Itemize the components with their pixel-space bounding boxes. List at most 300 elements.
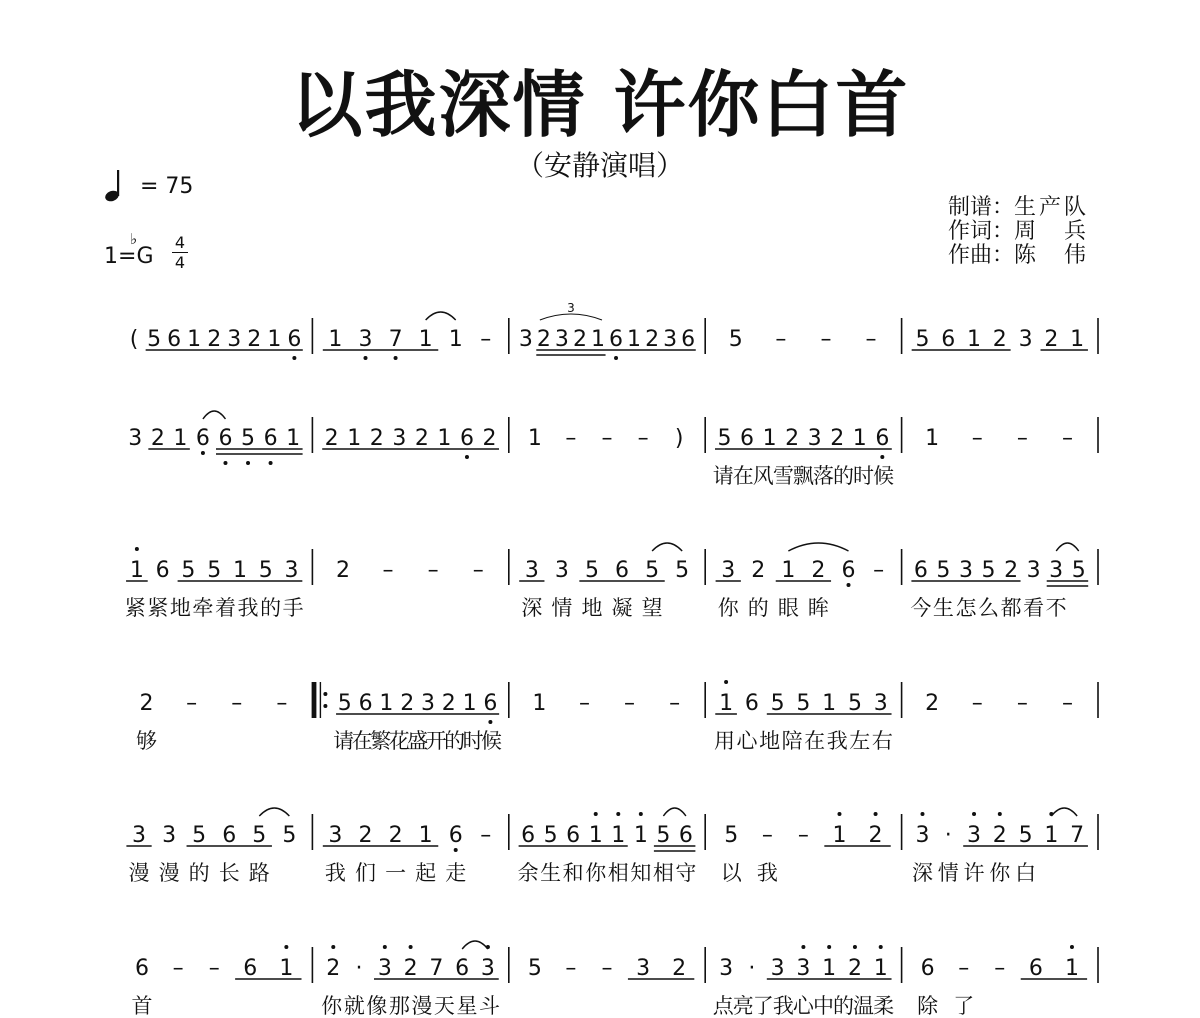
- dash-sustain: –: [994, 956, 1006, 981]
- note-2: 2: [992, 327, 1007, 352]
- lyric-char: 生: [540, 861, 562, 885]
- dash-sustain: –: [669, 691, 681, 716]
- lyric-char: 飘: [792, 464, 814, 488]
- note-1: 1: [418, 327, 433, 352]
- lyric-char: 的: [188, 861, 210, 885]
- note-2: 2: [1004, 558, 1019, 583]
- note-3: 3: [1026, 558, 1041, 583]
- lyric-char: 斗: [479, 994, 501, 1018]
- lyric-char: 地: [169, 596, 191, 620]
- octave-dot: [409, 945, 413, 949]
- octave-dot: [1070, 945, 1074, 949]
- octave-dot: [920, 812, 924, 816]
- dash-sustain: –: [865, 327, 877, 352]
- note-2: 2: [536, 327, 551, 352]
- lyric-char: 情: [937, 861, 959, 885]
- lyric-char: 着: [214, 596, 236, 620]
- note-2: 2: [326, 956, 341, 981]
- dash-sustain: –: [624, 691, 636, 716]
- note-3: 3: [719, 956, 734, 981]
- tie-slur: [652, 543, 682, 551]
- dash-sustain: –: [480, 327, 492, 352]
- key-prefix: 1=: [104, 244, 137, 269]
- lyric-char: 漫: [158, 861, 180, 885]
- lyric-char: 我: [772, 994, 794, 1018]
- octave-dot: [135, 547, 139, 551]
- tie-slur: [426, 312, 456, 320]
- note-6: 6: [167, 327, 182, 352]
- note-1: 1: [462, 691, 477, 716]
- note-5: 5: [656, 823, 671, 848]
- note-3: 3: [518, 327, 533, 352]
- note-3: 3: [328, 823, 343, 848]
- dash-sustain: –: [601, 426, 613, 451]
- note-6: 6: [243, 956, 258, 981]
- lyric-char: 都: [1000, 596, 1022, 620]
- lyric-char: 地: [581, 596, 603, 620]
- dash-sustain: –: [382, 558, 394, 583]
- note-3: 3: [524, 558, 539, 583]
- note-6: 6: [218, 426, 233, 451]
- note-1: 1: [781, 558, 796, 583]
- tempo-value: = 75: [140, 174, 194, 199]
- lyric-char: 在: [351, 729, 373, 753]
- dash-sustain: –: [578, 691, 590, 716]
- note-2: 2: [400, 691, 415, 716]
- credit-label: 作曲：: [948, 243, 1015, 268]
- note-5: 5: [936, 558, 951, 583]
- lyric-char: 的: [832, 464, 854, 488]
- note-6: 6: [744, 691, 759, 716]
- octave-dot: [465, 455, 469, 459]
- lyric-char: 在: [804, 729, 826, 753]
- octave-dot: [594, 812, 598, 816]
- note-3: 3: [227, 327, 242, 352]
- dash-sustain: –: [873, 558, 885, 583]
- note-6: 6: [615, 558, 630, 583]
- lyric-char: 以: [720, 861, 742, 885]
- note-1: 1: [925, 426, 940, 451]
- note-2: 2: [324, 426, 339, 451]
- note-1: 1: [822, 956, 837, 981]
- lyric-char: 时: [853, 464, 875, 488]
- note-6: 6: [358, 691, 373, 716]
- dash-sustain: –: [775, 327, 787, 352]
- lyric-char: 请: [333, 729, 355, 753]
- note-1: 1: [590, 327, 605, 352]
- lyric-char: 紧: [147, 596, 169, 620]
- note-3: 3: [128, 426, 143, 451]
- dash-sustain: –: [480, 823, 492, 848]
- meter-top: 4: [174, 233, 186, 252]
- tuplet-number: 3: [567, 301, 575, 315]
- note-6: 6: [1028, 956, 1043, 981]
- note-2: 2: [247, 327, 262, 352]
- lyric-char: 的: [832, 994, 854, 1018]
- octave-dot: [801, 945, 805, 949]
- octave-dot: [639, 812, 643, 816]
- lyric-char: 就: [343, 994, 365, 1018]
- octave-dot: [616, 812, 620, 816]
- lyric-char: 望: [641, 596, 663, 620]
- dash-sustain: –: [472, 558, 484, 583]
- note-3: 3: [1018, 327, 1033, 352]
- note-2: 2: [369, 426, 384, 451]
- dash-sustain: –: [637, 426, 649, 451]
- note-1: 1: [1064, 956, 1079, 981]
- note-3: 3: [958, 558, 973, 583]
- dash-sustain: –: [231, 691, 243, 716]
- tie-slur: [1051, 808, 1077, 816]
- lyric-char: 中: [812, 994, 834, 1018]
- lyric-char: 柔: [873, 994, 895, 1018]
- lyric-char: 心: [736, 729, 758, 753]
- note-1: 1: [232, 558, 247, 583]
- note-3: 3: [807, 426, 822, 451]
- note-6: 6: [875, 426, 890, 451]
- tie-slur: [259, 808, 289, 816]
- note-6: 6: [521, 823, 536, 848]
- note-5: 5: [181, 558, 196, 583]
- note-1: 1: [588, 823, 603, 848]
- note-6: 6: [740, 426, 755, 451]
- note-2: 2: [358, 823, 373, 848]
- note-3: 3: [915, 823, 930, 848]
- octave-dot: [488, 720, 492, 724]
- note-3: 3: [967, 823, 982, 848]
- song-title: 以我深情 许你白首: [290, 63, 910, 147]
- dash-sustain: –: [427, 558, 439, 583]
- note-6: 6: [222, 823, 237, 848]
- lyric-char: 深: [521, 596, 543, 620]
- note-5: 5: [252, 823, 267, 848]
- lyric-char: 时: [462, 729, 484, 753]
- lyric-char: 凝: [611, 596, 633, 620]
- notation-symbol: ·: [944, 823, 952, 848]
- lyric-char: 你: [717, 596, 739, 620]
- lyric-char: 候: [481, 729, 503, 753]
- note-5: 5: [1071, 558, 1086, 583]
- lyric-char: 我: [237, 596, 259, 620]
- lyric-char: 今: [910, 596, 932, 620]
- note-3: 3: [358, 327, 373, 352]
- lyric-char: 们: [355, 861, 376, 885]
- note-7: 7: [388, 327, 403, 352]
- dash-sustain: –: [172, 956, 184, 981]
- lyric-char: 陪: [781, 729, 803, 753]
- lyric-char: 眸: [807, 596, 829, 620]
- tie-slur: [788, 543, 848, 551]
- note-5: 5: [981, 558, 996, 583]
- note-1: 1: [967, 327, 982, 352]
- lyric-char: 天: [433, 994, 455, 1018]
- dash-sustain: –: [208, 956, 220, 981]
- dash-sustain: –: [1061, 691, 1073, 716]
- lyric-char: 除: [917, 994, 939, 1018]
- note-1: 1: [418, 823, 433, 848]
- note-6: 6: [263, 426, 278, 451]
- note-1: 1: [633, 823, 648, 848]
- note-3: 3: [162, 823, 177, 848]
- note-3: 3: [770, 956, 785, 981]
- note-1: 1: [173, 426, 188, 451]
- note-5: 5: [543, 823, 558, 848]
- note-2: 2: [207, 327, 222, 352]
- note-2: 2: [414, 426, 429, 451]
- octave-dot: [837, 812, 841, 816]
- dash-sustain: –: [971, 426, 983, 451]
- dash-sustain: –: [958, 956, 970, 981]
- note-6: 6: [841, 558, 856, 583]
- note-1: 1: [762, 426, 777, 451]
- lyric-char: 走: [445, 861, 467, 885]
- note-6: 6: [566, 823, 581, 848]
- note-6: 6: [681, 327, 696, 352]
- note-3: 3: [392, 426, 407, 451]
- note-1: 1: [719, 691, 734, 716]
- note-2: 2: [992, 823, 1007, 848]
- lyric-char: 么: [978, 596, 1000, 620]
- lyric-char: 手: [282, 596, 304, 620]
- lyric-char: 怎: [955, 596, 977, 620]
- lyric-char: 花: [388, 729, 410, 753]
- note-2: 2: [335, 558, 350, 583]
- note-5: 5: [645, 558, 660, 583]
- lyric-char: 你: [989, 861, 1011, 885]
- key-note: G: [136, 244, 154, 269]
- octave-dot: [284, 945, 288, 949]
- dash-sustain: –: [1016, 691, 1028, 716]
- note-5: 5: [337, 691, 352, 716]
- dash-sustain: –: [820, 327, 832, 352]
- note-7: 7: [1070, 823, 1085, 848]
- note-1: 1: [873, 956, 888, 981]
- credit-name: 周兵: [1014, 219, 1087, 244]
- note-5: 5: [258, 558, 273, 583]
- note-5: 5: [282, 823, 297, 848]
- note-6: 6: [287, 327, 302, 352]
- note-3: 3: [663, 327, 678, 352]
- note-2: 2: [572, 327, 587, 352]
- credit-name: 陈伟: [1014, 243, 1087, 268]
- note-1: 1: [527, 426, 542, 451]
- note-2: 2: [847, 956, 862, 981]
- lyric-char: 星: [456, 994, 478, 1018]
- note-1: 1: [347, 426, 362, 451]
- note-5: 5: [796, 691, 811, 716]
- note-2: 2: [388, 823, 403, 848]
- lyric-char: 我: [756, 861, 778, 885]
- note-6: 6: [455, 956, 470, 981]
- note-1: 1: [611, 823, 626, 848]
- notation-symbol: ·: [748, 956, 756, 981]
- octave-dot: [874, 812, 878, 816]
- lyric-char: 许: [963, 861, 985, 885]
- octave-dot: [323, 704, 327, 708]
- lyric-char: 像: [366, 994, 388, 1018]
- lyric-char: 首: [131, 994, 153, 1018]
- octave-dot: [880, 455, 884, 459]
- octave-dot: [879, 945, 883, 949]
- octave-dot: [364, 356, 368, 360]
- note-6: 6: [609, 327, 624, 352]
- note-1: 1: [267, 327, 282, 352]
- lyric-char: 风: [752, 464, 774, 488]
- note-1: 1: [328, 327, 343, 352]
- lyric-char: 看: [1023, 596, 1045, 620]
- note-2: 2: [441, 691, 456, 716]
- lyric-char: 左: [849, 729, 871, 753]
- lyric-char: 繁: [370, 729, 392, 753]
- note-5: 5: [584, 558, 599, 583]
- note-5: 5: [527, 956, 542, 981]
- dash-sustain: –: [971, 691, 983, 716]
- note-3: 3: [284, 558, 299, 583]
- lyric-char: 深: [911, 861, 933, 885]
- octave-dot: [246, 461, 250, 465]
- note-6: 6: [135, 956, 150, 981]
- lyric-char: 漫: [128, 861, 150, 885]
- note-5: 5: [717, 426, 732, 451]
- tie-slur: [663, 808, 686, 816]
- lyric-char: 点: [712, 994, 734, 1018]
- lyric-char: 盛: [407, 729, 429, 753]
- lyric-char: 开: [425, 729, 447, 753]
- note-2: 2: [672, 956, 687, 981]
- note-2: 2: [868, 823, 883, 848]
- lyric-char: 知: [630, 861, 652, 885]
- note-6: 6: [155, 558, 170, 583]
- note-2: 2: [482, 426, 497, 451]
- note-1: 1: [822, 691, 837, 716]
- note-3: 3: [636, 956, 651, 981]
- dash-sustain: –: [761, 823, 773, 848]
- dash-sustain: –: [601, 956, 613, 981]
- lyric-char: 紧: [124, 596, 146, 620]
- note-5: 5: [915, 327, 930, 352]
- lyric-char: 了: [752, 994, 774, 1018]
- lyric-char: 和: [562, 861, 584, 885]
- note-1: 1: [852, 426, 867, 451]
- octave-dot: [223, 461, 227, 465]
- note-3: 3: [554, 327, 569, 352]
- tie-slur: [462, 941, 488, 949]
- note-6: 6: [913, 558, 928, 583]
- lyric-char: 生: [932, 596, 954, 620]
- credit-label: 制谱：: [948, 195, 1015, 220]
- note-3: 3: [796, 956, 811, 981]
- note-1: 1: [1070, 327, 1085, 352]
- note-2: 2: [751, 558, 766, 583]
- note-6: 6: [941, 327, 956, 352]
- lyric-char: 长: [218, 861, 240, 885]
- note-2: 2: [150, 426, 165, 451]
- lyric-char: 亮: [732, 994, 754, 1018]
- dash-sustain: –: [186, 691, 198, 716]
- note-3: 3: [377, 956, 392, 981]
- note-7: 7: [429, 956, 444, 981]
- notation-symbol: (: [129, 327, 139, 352]
- note-5: 5: [847, 691, 862, 716]
- note-3: 3: [1049, 558, 1064, 583]
- lyric-char: 相: [607, 861, 629, 885]
- lyric-char: 你: [321, 994, 343, 1018]
- octave-dot: [292, 356, 296, 360]
- octave-dot: [383, 945, 387, 949]
- note-5: 5: [192, 823, 207, 848]
- note-1: 1: [832, 823, 847, 848]
- note-1: 1: [379, 691, 394, 716]
- lyric-char: 漫: [411, 994, 433, 1018]
- lyric-char: 白: [1015, 861, 1037, 885]
- note-6: 6: [920, 956, 935, 981]
- lyric-char: 候: [873, 464, 895, 488]
- octave-dot: [323, 692, 327, 696]
- note-5: 5: [147, 327, 162, 352]
- note-1: 1: [279, 956, 294, 981]
- note-2: 2: [1044, 327, 1059, 352]
- lyric-char: 雪: [772, 464, 794, 488]
- lyric-char: 地: [759, 729, 781, 753]
- note-1: 1: [286, 426, 301, 451]
- note-2: 2: [811, 558, 826, 583]
- lyric-char: 起: [415, 861, 437, 885]
- note-3: 3: [132, 823, 147, 848]
- lyric-char: 相: [652, 861, 674, 885]
- lyric-char: 落: [812, 464, 834, 488]
- note-5: 5: [241, 426, 256, 451]
- note-2: 2: [139, 691, 154, 716]
- octave-dot: [454, 848, 458, 852]
- tie-slur: [203, 411, 226, 419]
- note-2: 2: [830, 426, 845, 451]
- note-3: 3: [421, 691, 435, 716]
- octave-dot: [201, 451, 205, 455]
- credit-label: 作词：: [948, 219, 1015, 244]
- notation-symbol: ·: [355, 956, 363, 981]
- octave-dot: [847, 583, 851, 587]
- octave-dot: [998, 812, 1002, 816]
- note-1: 1: [187, 327, 202, 352]
- lyric-char: 心: [792, 994, 814, 1018]
- note-3: 3: [480, 956, 495, 981]
- lyric-char: 牵: [192, 596, 214, 620]
- note-3: 3: [721, 558, 736, 583]
- dash-sustain: –: [276, 691, 288, 716]
- lyric-char: 在: [732, 464, 754, 488]
- dash-sustain: –: [1016, 426, 1028, 451]
- lyric-char: 眼: [777, 596, 799, 620]
- note-2: 2: [785, 426, 800, 451]
- lyric-char: 右: [871, 729, 893, 753]
- note-6: 6: [483, 691, 498, 716]
- note-5: 5: [724, 823, 739, 848]
- note-3: 3: [554, 558, 569, 583]
- note-3: 3: [873, 691, 888, 716]
- lyric-char: 我: [324, 861, 346, 885]
- note-6: 6: [678, 823, 693, 848]
- lyric-char: 余: [517, 861, 539, 885]
- lyric-char: 用: [713, 729, 735, 753]
- octave-dot: [269, 461, 273, 465]
- lyric-char: 够: [136, 729, 158, 753]
- octave-dot: [972, 812, 976, 816]
- lyric-char: 那: [388, 994, 410, 1018]
- note-5: 5: [1018, 823, 1033, 848]
- dash-sustain: –: [1061, 426, 1073, 451]
- meter-bottom: 4: [174, 253, 186, 272]
- octave-dot: [827, 945, 831, 949]
